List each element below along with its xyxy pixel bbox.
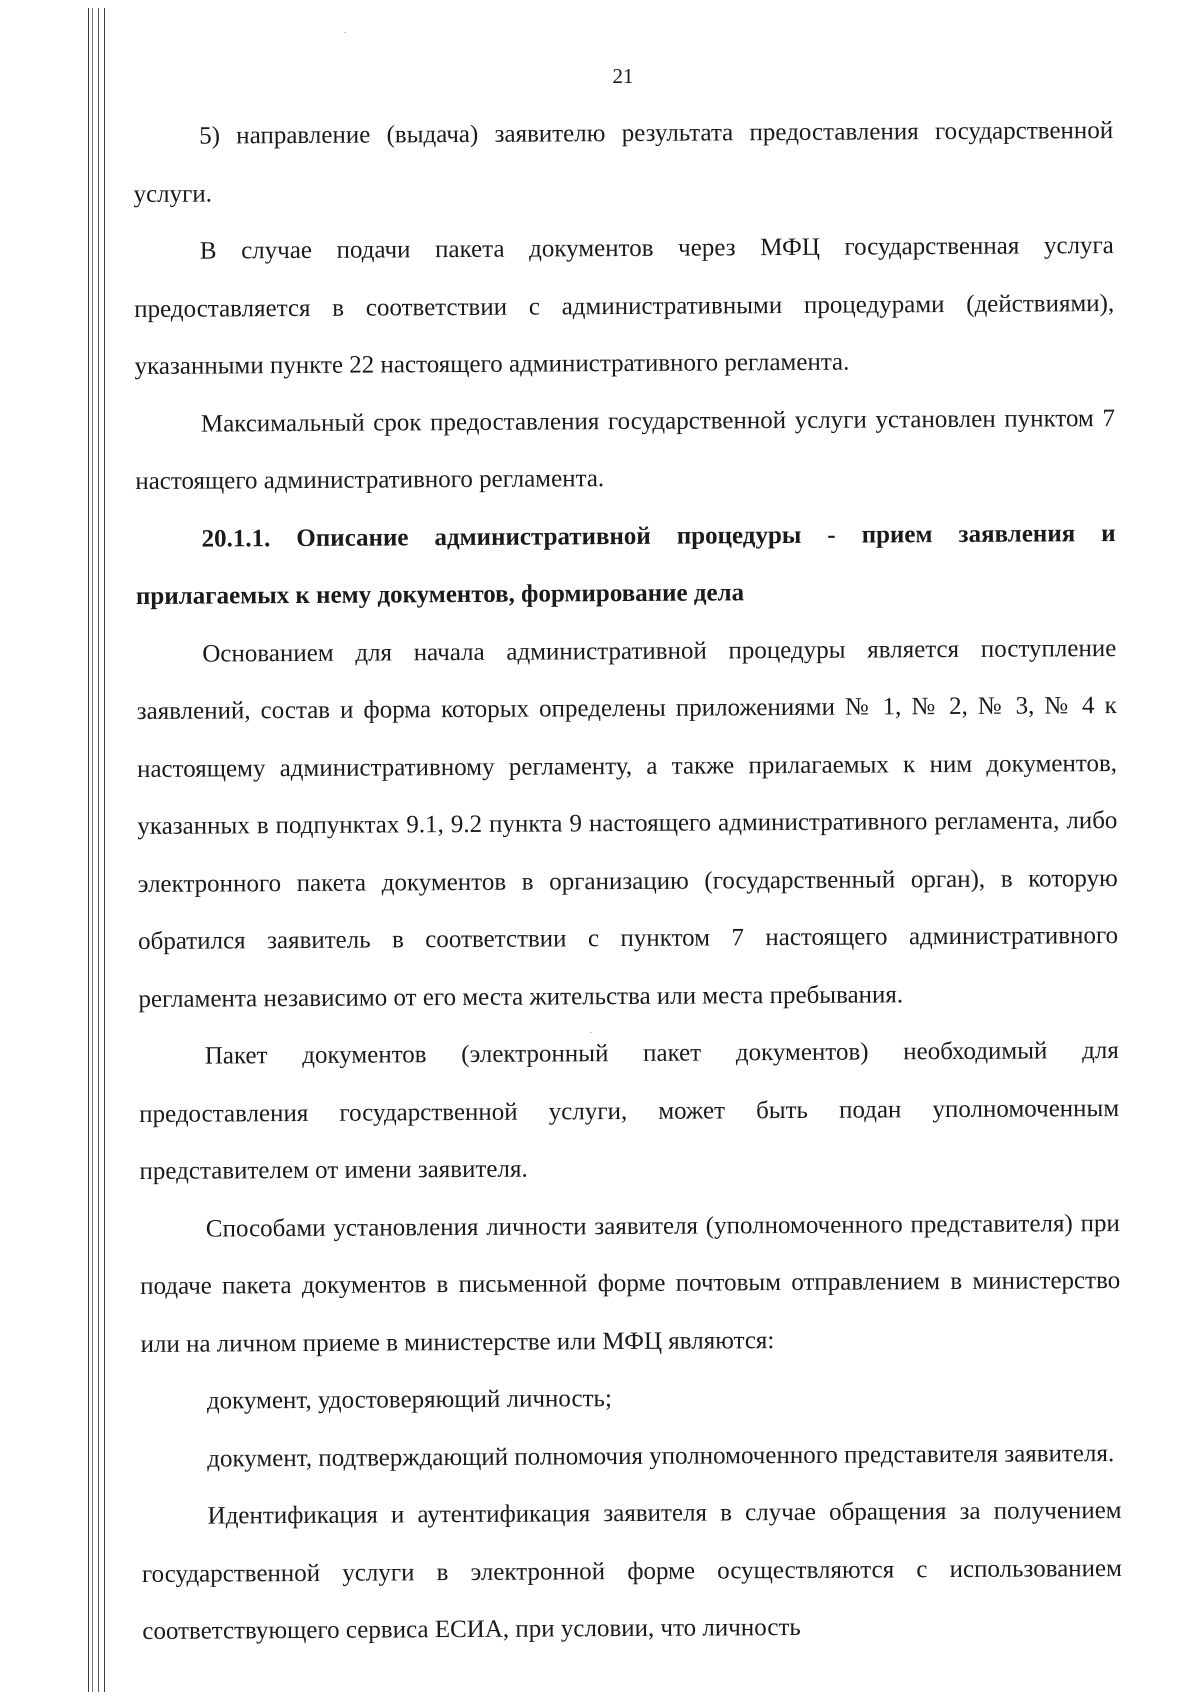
paragraph-document-package: Пакет документов (электронный пакет документов) необходимый для предоставления государственной услуги, может быть подан уполномоченным представителем от имени заявителя. <box>139 1036 1120 1185</box>
document-page <box>133 0 1123 1698</box>
section-heading: 20.1.1. Описание административной процедуры - прием заявления и прилагаемых к нему документов, формирование дела <box>135 519 1116 610</box>
paragraph-identity-methods: Способами установления личности заявителя (уполномоченного представителя) при подаче пакета документов в письменной форме почтовым отправлением в министерство или на личном приеме в министерстве или МФЦ являются: <box>140 1209 1121 1358</box>
binding-rule <box>98 8 99 1692</box>
paragraph-grounds: Основанием для начала административной процедуры является поступление заявлений, состав и форма которых определены приложениями № 1, № 2, № 3, № 4 к настоящему административному регламенту, а также прилагаемых к ним документов, указанных в подпунктах 9.1, 9.2 пункта 9 настоящего административного регламента, либо электронного пакета документов в организацию (государственный орган), в которую обратился заявитель в соответствии с пунктом 7 настоящего административного регламента независимо от его места жительства или места пребывания. <box>136 634 1119 1013</box>
binding-rule <box>92 8 93 1692</box>
paragraph-result-delivery: 5) направление (выдача) заявителю результата предоставления государственной услуги. <box>133 117 1114 208</box>
paragraph-mfc-submission: В случае подачи пакета документов через МФЦ государственная услуга предоставляется в соответствии с административными процедурами (действиями), указанными пункте 22 настоящего административного регламента. <box>134 232 1115 380</box>
binding-margin <box>0 0 110 1698</box>
list-item-authority-document: документ, подтверждающий полномочия уполномоченного представителя заявителя. <box>207 1439 1115 1473</box>
paragraph-identification: Идентификация и аутентификация заявителя в случае обращения за получением государственной услуги в электронной форме осуществляются с использованием соответствующего сервиса ЕСИА, при условии, что личность <box>141 1496 1123 1645</box>
page-number: 21 <box>612 64 634 88</box>
paragraph-max-term: Максимальный срок предоставления государственной услуги установлен пунктом 7 настоящего административного регламента. <box>135 404 1115 495</box>
list-item-identity-document: документ, удостоверяющий личность; <box>206 1385 612 1415</box>
body-text <box>133 102 1122 1660</box>
binding-rule <box>88 8 89 1692</box>
binding-rule <box>104 8 105 1692</box>
